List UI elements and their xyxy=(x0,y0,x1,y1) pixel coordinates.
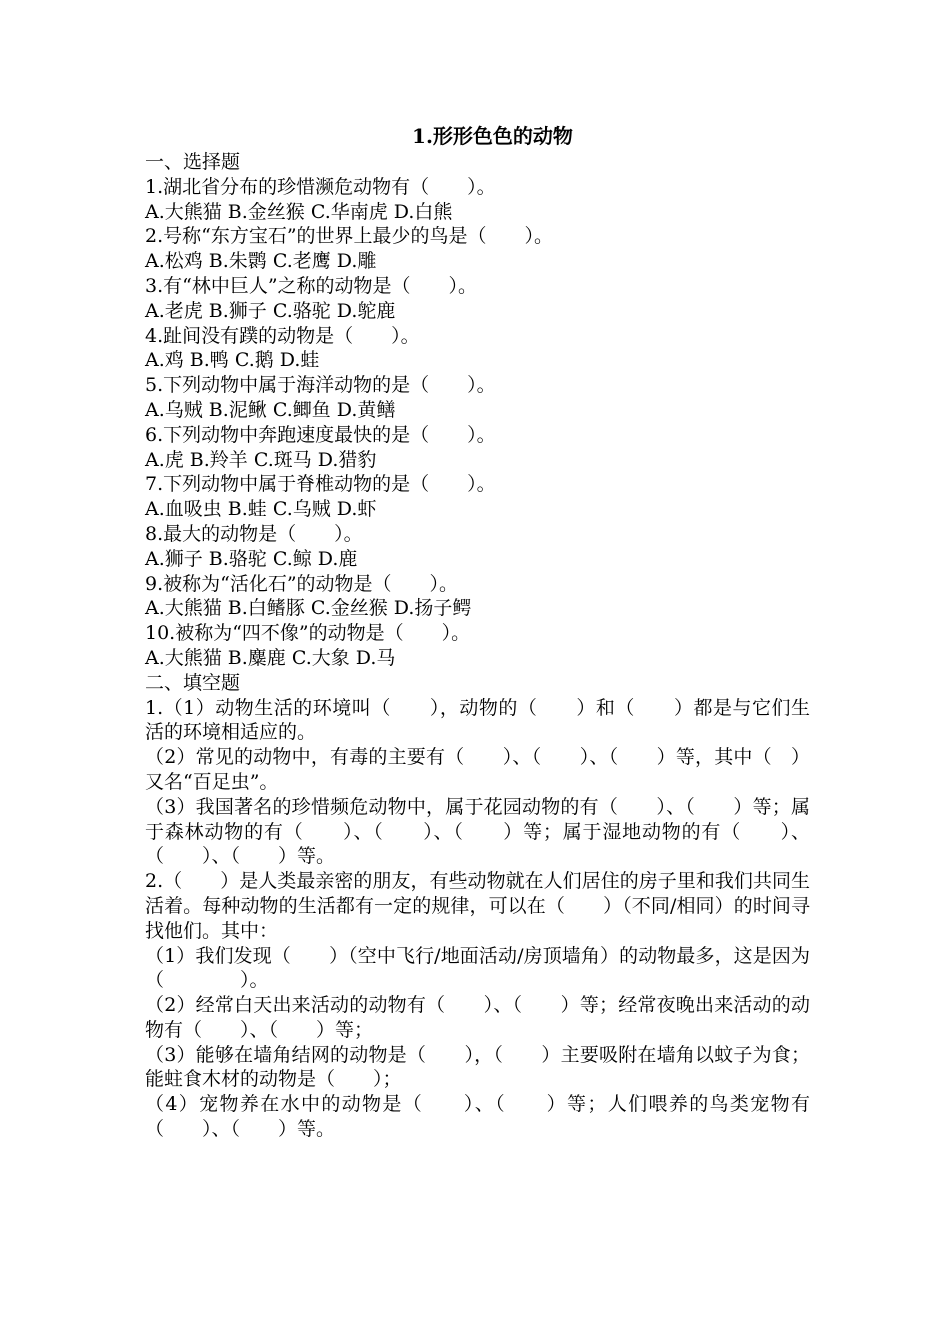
question-8: 8.最大的动物是（ ）。 xyxy=(145,522,363,545)
fill-paragraph: 2.（ ）是人类最亲密的朋友，有些动物就在人们居住的房子里和我们共同生活着。每种动物的生活都有一定的规律，可以在（ ）（不同/相同）的时间寻找他们。其中： xyxy=(145,870,810,942)
question-5-options: A.乌贼 B.泥鳅 C.鲫鱼 D.黄鳝 xyxy=(145,398,396,421)
question-9-options: A.大熊猫 B.白鳍豚 C.金丝猴 D.扬子鳄 xyxy=(145,597,472,620)
section-heading-choice: 一、选择题 xyxy=(145,151,241,173)
fill-paragraph: （2）经常白天出来活动的动物有（ ）、（ ）等；经常夜晚出来活动的动物有（ ）、（ ）等； xyxy=(145,994,810,1041)
question-7: 7.下列动物中属于脊椎动物的是（ ）。 xyxy=(145,473,496,496)
question-10-options: A.大熊猫 B.麋鹿 C.大象 D.马 xyxy=(145,646,396,669)
question-2: 2.号称“东方宝石”的世界上最少的鸟是（ ）。 xyxy=(145,225,554,248)
question-2-options: A.松鸡 B.朱鹮 C.老鹰 D.雕 xyxy=(145,250,377,273)
question-6-options: A.虎 B.羚羊 C.斑马 D.猎豹 xyxy=(145,448,377,471)
page-title: 1.形形色色的动物 xyxy=(412,124,573,148)
choice-question-list xyxy=(145,175,810,671)
fill-paragraph: （2）常见的动物中，有毒的主要有（ ）、（ ）、（ ）等，其中（ ）又名“百足虫”。 xyxy=(145,746,810,793)
question-6: 6.下列动物中奔跑速度最快的是（ ）。 xyxy=(145,423,496,446)
question-9: 9.被称为“活化石”的动物是（ ）。 xyxy=(145,572,459,595)
question-3-options: A.老虎 B.狮子 C.骆驼 D.鸵鹿 xyxy=(145,299,396,322)
question-8-options: A.狮子 B.骆驼 C.鲸 D.鹿 xyxy=(145,547,358,570)
question-1: 1.湖北省分布的珍惜濒危动物有（ ）。 xyxy=(145,175,496,198)
fill-paragraph: （4）宠物养在水中的动物是（ ）、（ ）等；人们喂养的鸟类宠物有（ ）、（ ）等。 xyxy=(145,1093,810,1141)
fill-paragraph: （3）能够在墙角结网的动物是（ ），（ ）主要吸附在墙角以蚊子为食；能蛀食木材的动物是（ ）； xyxy=(145,1043,810,1091)
fill-paragraph: （3）我国著名的珍惜频危动物中，属于花园动物的有（ ）、（ ）等；属于森林动物的有（ ）、（ ）、（ ）等；属于湿地动物的有（ ）、（ ）、（ ）等。 xyxy=(145,795,810,868)
worksheet-page xyxy=(145,122,810,1142)
question-1-options: A.大熊猫 B.金丝猴 C.华南虎 D.白熊 xyxy=(145,200,453,223)
question-5: 5.下列动物中属于海洋动物的是（ ）。 xyxy=(145,374,496,397)
fill-question-list xyxy=(145,696,810,1142)
fill-paragraph: 1.（1）动物生活的环境叫（ ），动物的（ ）和（ ）都是与它们生活的环境相适应的。 xyxy=(145,696,810,744)
question-7-options: A.血吸虫 B.蛙 C.乌贼 D.虾 xyxy=(145,498,377,521)
question-4-options: A.鸡 B.鸭 C.鹅 D.蛙 xyxy=(145,349,320,372)
section-heading-fill: 二、填空题 xyxy=(145,671,241,694)
question-3: 3.有“林中巨人”之称的动物是（ ）。 xyxy=(145,274,478,297)
fill-paragraph: （1）我们发现（ ）（空中飞行/地面活动/房顶墙角）的动物最多，这是因为（ ）。 xyxy=(145,944,810,992)
question-4: 4.趾间没有蹼的动物是（ ）。 xyxy=(145,324,420,347)
question-10: 10.被称为“四不像”的动物是（ ）。 xyxy=(145,622,471,645)
